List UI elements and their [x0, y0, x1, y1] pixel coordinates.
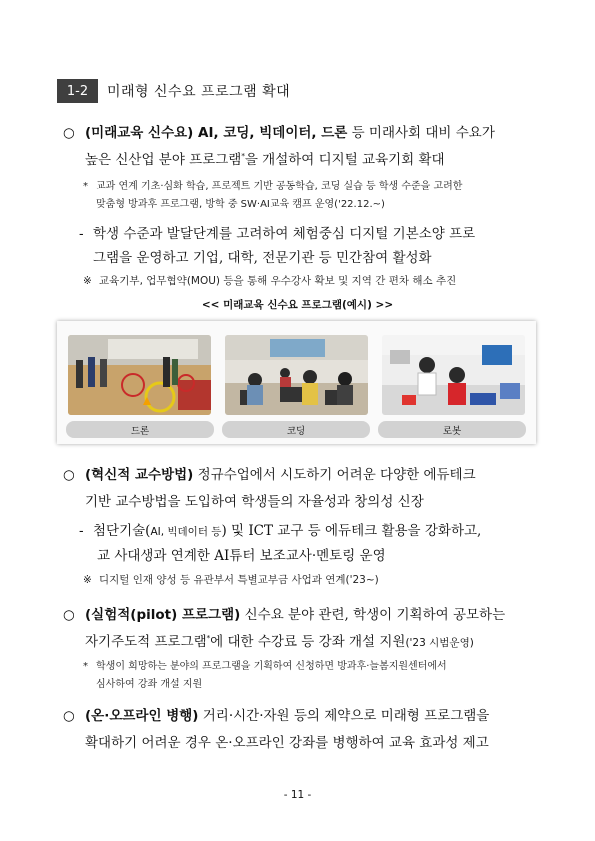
bullet-1-dash-line-2: 그램을 운영하고 기업, 대학, 전문기관 등 민간참여 활성화 — [93, 250, 432, 266]
bullet-3-line-2-c: ('23 시범운영) — [405, 637, 474, 649]
bullet-3-text: 신수요 분야 관련, 학생이 기획하여 공모하는 — [240, 607, 506, 623]
bullet-2-line-1 — [63, 465, 476, 485]
bullet-1-text: 등 미래사회 대비 수요가 — [347, 125, 495, 141]
coding-label: 코딩 — [222, 421, 370, 438]
footnote-marker: * — [241, 152, 245, 161]
dash-text-b: AI, 빅데이터 등 — [150, 526, 222, 538]
bullet-2-dash-line-1 — [79, 519, 481, 539]
dash-text-a: 첨단기술( — [93, 523, 151, 539]
bullet-mark: ○ — [63, 125, 75, 141]
bullet-1-note-line-1 — [83, 177, 462, 192]
bullet-3-line-2-a: 자기주도적 프로그램 — [85, 634, 207, 650]
bullet-3-heading: (실험적(pilot) 프로그램) — [85, 607, 241, 623]
dash-mark: - — [79, 226, 84, 242]
dash-text: 학생 수준과 발달단계를 고려하여 체험중심 디지털 기본소양 프로 — [93, 226, 476, 242]
bullet-1-line-2 — [85, 148, 445, 168]
bullet-4-line-2: 확대하기 어려운 경우 온·오프라인 강좌를 병행하여 교육 효과성 제고 — [85, 735, 489, 751]
footnote-marker: * — [206, 634, 211, 643]
bullet-3-line-2-b: 에 대한 수강료 등 강좌 개설 지원 — [210, 634, 406, 650]
note-text: 학생이 희망하는 분야의 프로그램을 기획하여 신청하면 방과후·늘봄지원센터에서 — [96, 661, 447, 672]
section-number: 1-2 — [57, 79, 98, 103]
bullet-1-reference — [83, 273, 456, 288]
bullet-4-line-1 — [63, 706, 489, 726]
reference-mark: ※ — [83, 275, 92, 287]
section-header — [57, 78, 290, 104]
bullet-4-text: 거리·시간·자원 등의 제약으로 미래형 프로그램을 — [198, 708, 490, 724]
robot-photo — [382, 335, 525, 415]
bullet-mark: ○ — [63, 467, 75, 483]
photo-panel — [57, 321, 536, 444]
reference-text: 교육기부, 업무협약(MOU) 등을 통해 우수강사 확보 및 지역 간 편차 해소 추진 — [99, 275, 457, 287]
bullet-1-dash-line-1 — [79, 222, 475, 242]
page-number: - 11 - — [283, 789, 312, 801]
dash-text-c: ) 및 ICT 교구 등 에듀테크 활용을 강화하고, — [221, 523, 482, 539]
note-text: 교과 연계 기초·심화 학습, 프로젝트 기반 공동학습, 코딩 실습 등 학생 수준을 고려한 — [96, 181, 463, 192]
note-mark: * — [83, 181, 88, 192]
bullet-3-note-line-1 — [83, 657, 447, 672]
bullet-2-line-2: 기반 교수방법을 도입하여 학생들의 자율성과 창의성 신장 — [85, 494, 424, 510]
robot-label: 로봇 — [378, 421, 526, 438]
bullet-3-note-line-2: 심사하여 강좌 개설 지원 — [96, 679, 203, 690]
note-mark: * — [83, 661, 88, 672]
bullet-mark: ○ — [63, 708, 75, 724]
bullet-3-line-2 — [85, 630, 474, 650]
bullet-mark: ○ — [63, 607, 75, 623]
bullet-1-heading: (미래교육 신수요) AI, 코딩, 빅데이터, 드론 — [85, 125, 348, 141]
drone-label: 드론 — [66, 421, 214, 438]
coding-photo — [225, 335, 368, 415]
bullet-2-reference — [83, 572, 379, 587]
bullet-1-line-1 — [63, 123, 495, 143]
figure-title: << 미래교육 신수요 프로그램(예시) >> — [201, 299, 394, 311]
dash-mark: - — [79, 523, 84, 539]
drone-photo — [68, 335, 211, 415]
bullet-2-dash-line-2: 교 사대생과 연계한 AI튜터 보조교사·멘토링 운영 — [97, 548, 386, 564]
reference-mark: ※ — [83, 574, 92, 586]
bullet-3-line-1 — [63, 605, 505, 625]
bullet-4-heading: (온·오프라인 병행) — [85, 708, 199, 724]
bullet-1-note-line-2: 맞춤형 방과후 프로그램, 방학 중 SW·AI교육 캠프 운영('22.12.~) — [96, 199, 385, 210]
section-title: 미래형 신수요 프로그램 확대 — [107, 84, 291, 100]
reference-text: 디지털 인재 양성 등 유관부서 특별교부금 사업과 연계('23~) — [99, 574, 379, 586]
bullet-1-line-2-a: 높은 신산업 분야 프로그램 — [85, 152, 242, 168]
bullet-2-heading: (혁신적 교수방법) — [85, 467, 194, 483]
bullet-1-line-2-b: 을 개설하여 디지털 교육기회 확대 — [244, 152, 445, 168]
bullet-2-text: 정규수업에서 시도하기 어려운 다양한 에듀테크 — [193, 467, 476, 483]
